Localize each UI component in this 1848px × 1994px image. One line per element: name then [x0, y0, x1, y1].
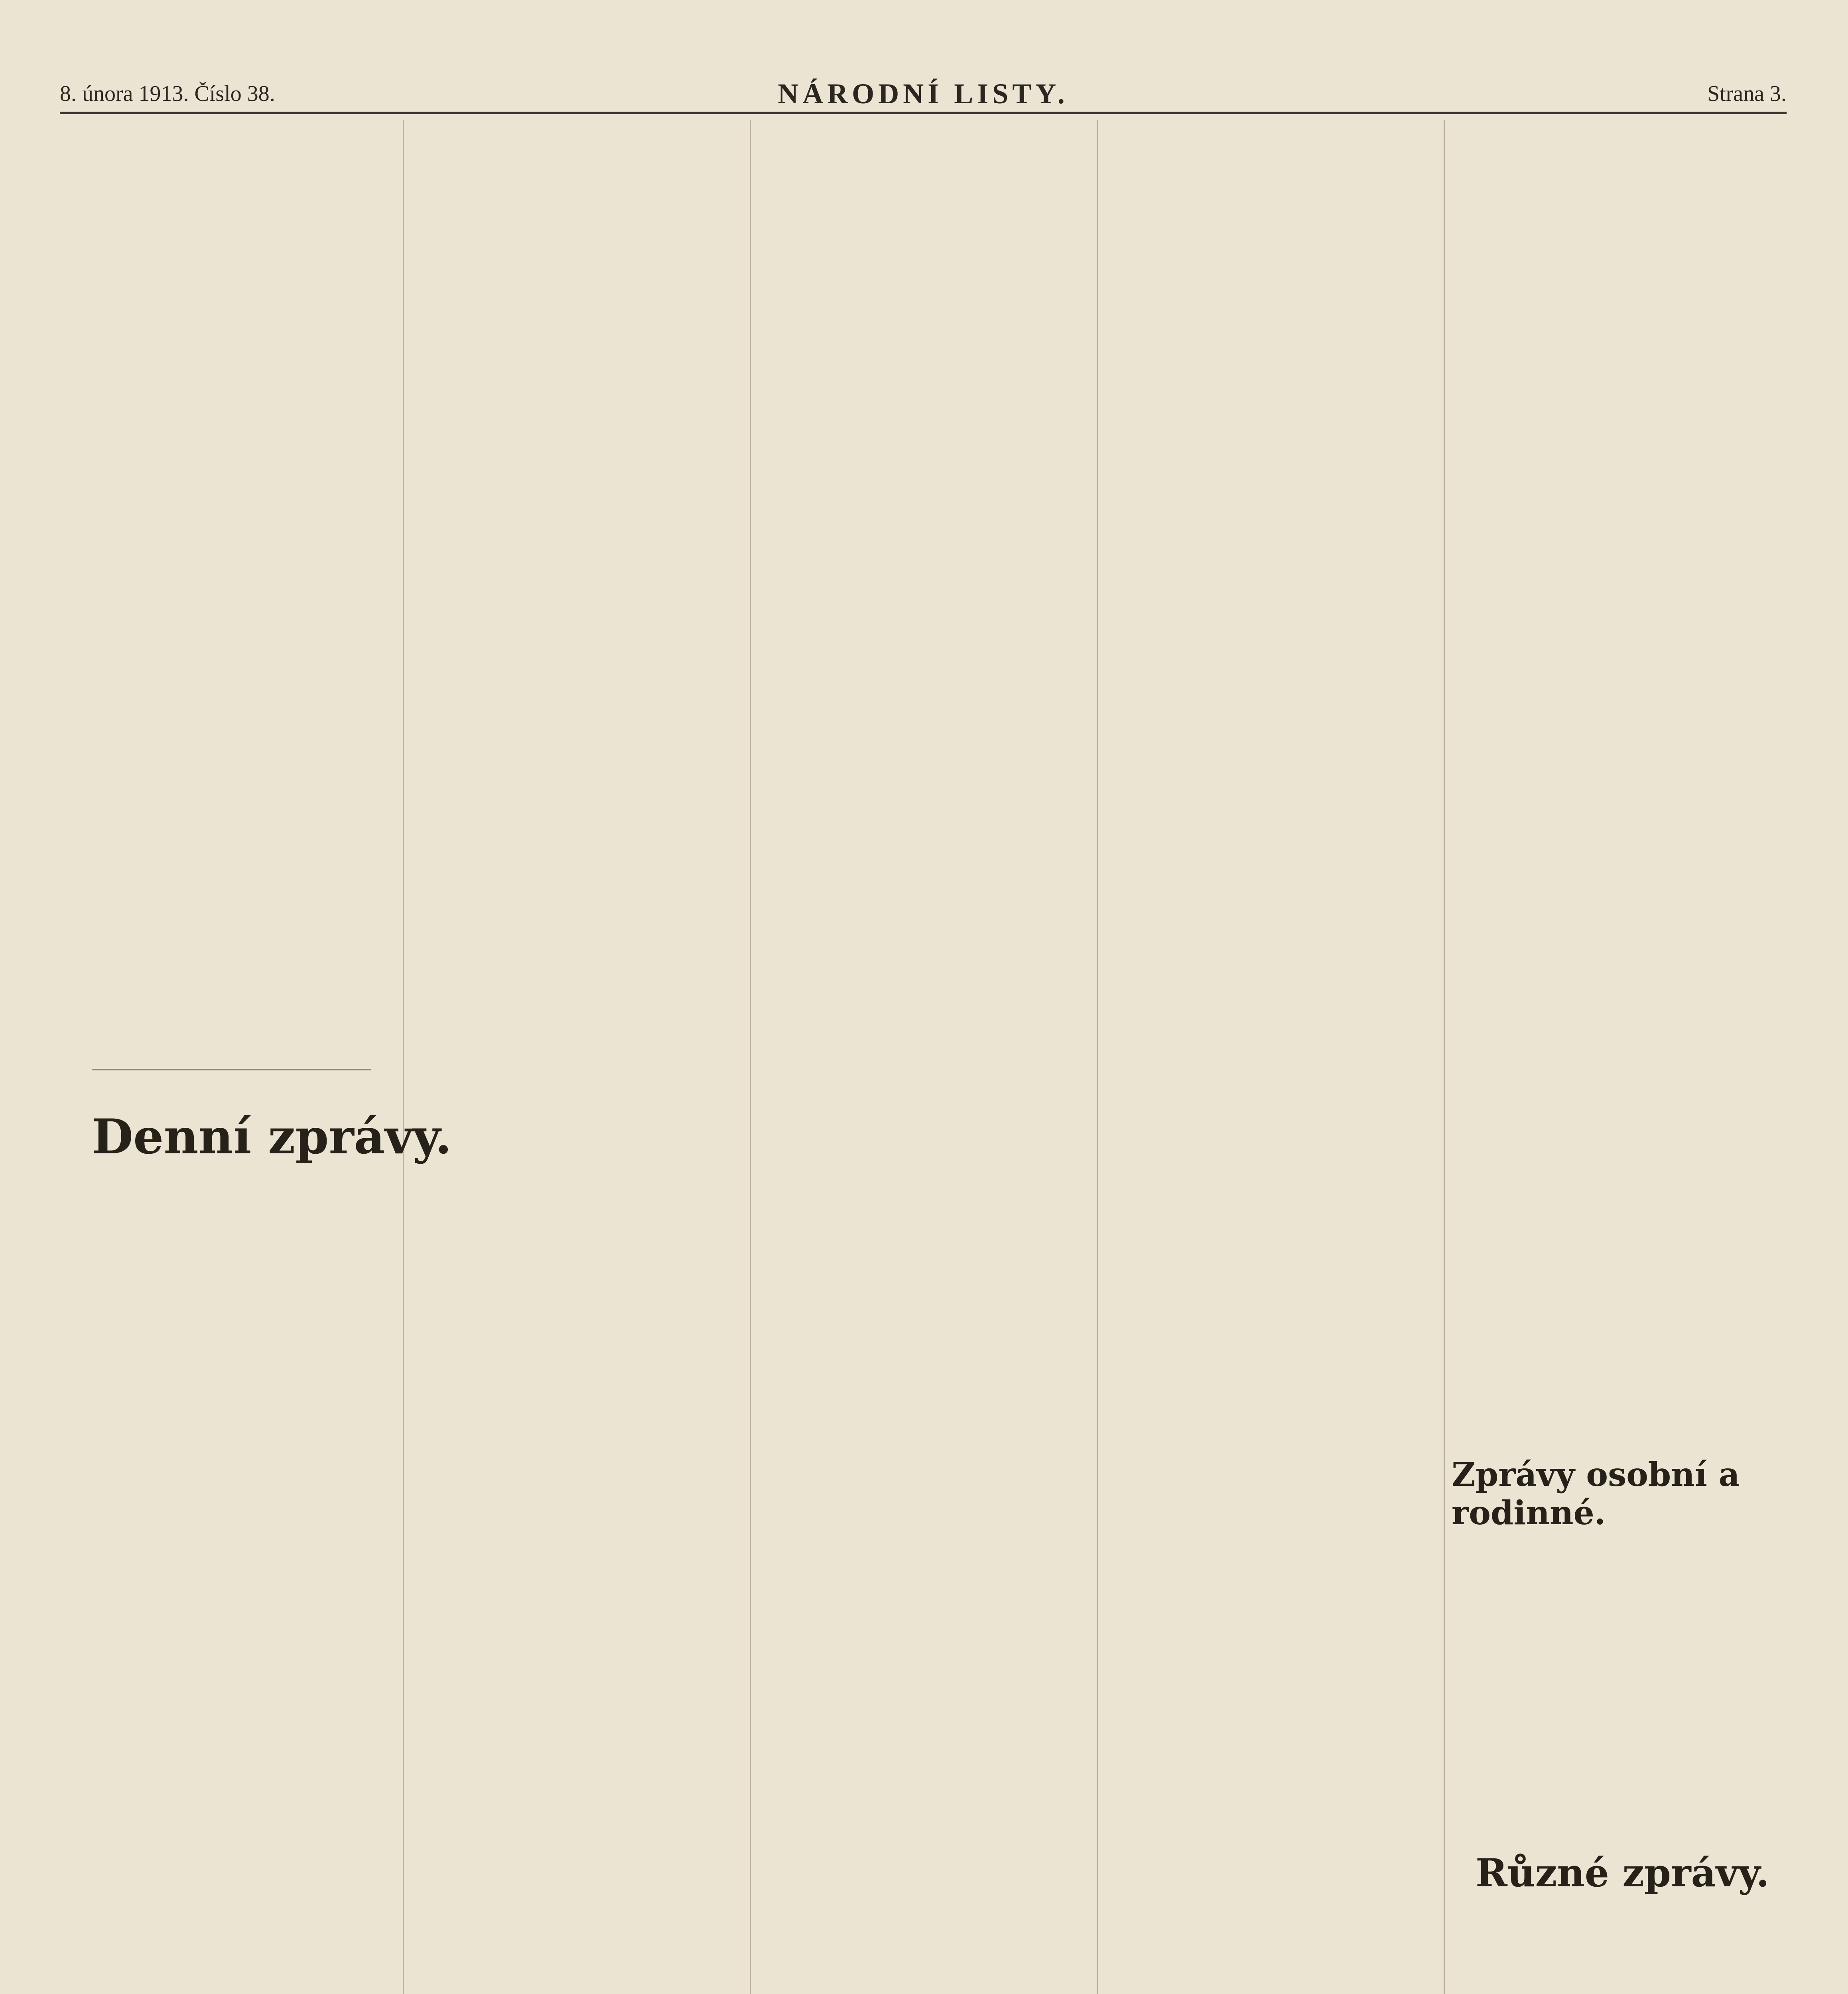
section-heading-denni-zpravy: Denní zprávy.	[92, 1109, 452, 1165]
column-5	[1448, 120, 1787, 1994]
section-divider	[92, 1069, 371, 1070]
column-4	[1101, 120, 1445, 1994]
masthead	[60, 80, 1787, 114]
section-heading-zpravy-osobni: Zprávy osobní a rodinné.	[1452, 1456, 1740, 1532]
section-heading-ruzne-zpravy: Různé zprávy.	[1476, 1850, 1769, 1895]
column-1	[60, 120, 404, 1994]
column-3	[754, 120, 1098, 1994]
column-2	[407, 120, 751, 1994]
issue-date: 8. února 1913. Číslo 38.	[60, 81, 275, 106]
page-number: Strana 3.	[1707, 81, 1787, 106]
newspaper-title: NÁRODNÍ LISTY.	[778, 78, 1069, 110]
article-columns	[60, 120, 1787, 1994]
